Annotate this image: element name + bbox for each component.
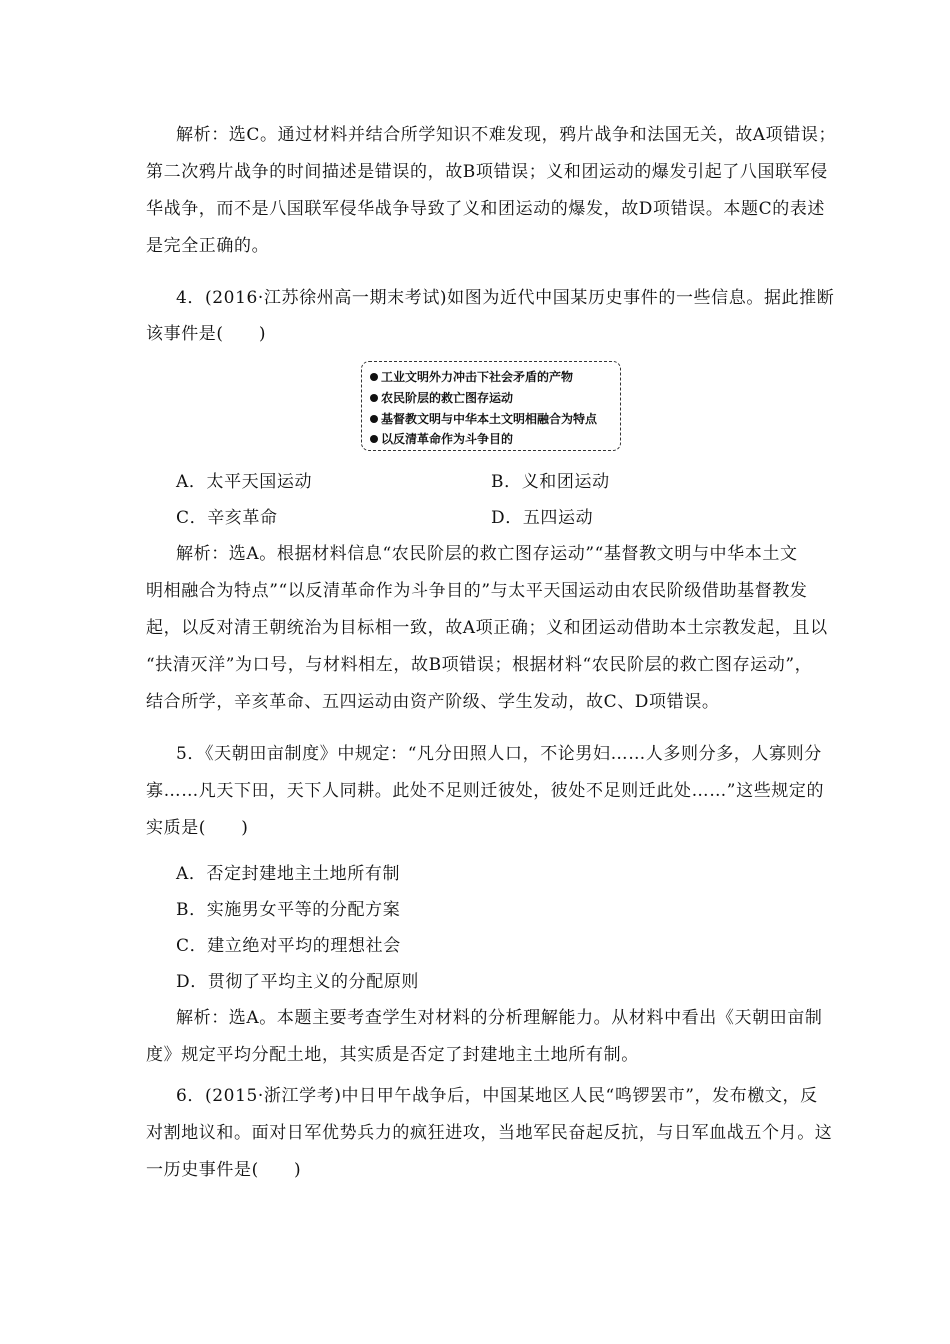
q4-stem-line: 4．(2016·江苏徐州高一期末考试)如图为近代中国某历史事件的一些信息。据此推断 (176, 288, 835, 308)
q5-stem-line: 5．《天朝田亩制度》中规定：“凡分田照人口，不论男妇……人多则分多，人寡则分 (176, 744, 822, 764)
info-box-item: 农民阶层的救亡图存运动 (370, 390, 513, 406)
bullet-icon (370, 394, 378, 402)
q3-analysis-line: 第二次鸦片战争的时间描述是错误的，故B项错误；义和团运动的爆发引起了八国联军侵 (146, 162, 828, 182)
q4-option-a: A．太平天国运动 (176, 472, 313, 492)
q4-analysis-line: 解析：选A。根据材料信息“农民阶层的救亡图存运动”“基督教文明与中华本土文 (176, 544, 798, 564)
q4-analysis-line: 起，以反对清王朝统治为目标相一致，故A项正确；义和团运动借助本土宗教发起，且以 (146, 618, 828, 638)
bullet-icon (370, 415, 378, 423)
info-box-item: 工业文明外力冲击下社会矛盾的产物 (370, 369, 573, 385)
q5-analysis-line: 度》规定平均分配土地，其实质是否定了封建地主土地所有制。 (146, 1045, 639, 1065)
q4-option-b: B．义和团运动 (491, 472, 610, 492)
q4-option-c: C．辛亥革命 (176, 508, 278, 528)
q5-option-d: D．贯彻了平均主义的分配原则 (176, 972, 420, 992)
q4-analysis-line: “扶清灭洋”为口号，与材料相左，故B项错误；根据材料“农民阶层的救亡图存运动”， (146, 655, 813, 675)
q5-option-c: C．建立绝对平均的理想社会 (176, 936, 401, 956)
q6-stem-line: 6．(2015·浙江学考)中日甲午战争后，中国某地区人民“鸣锣罢市”，发布檄文，反 (176, 1086, 818, 1106)
q5-analysis-line: 解析：选A。本题主要考查学生对材料的分析理解能力。从材料中看出《天朝田亩制 (176, 1008, 823, 1028)
info-box-item: 基督教文明与中华本土文明相融合为特点 (370, 411, 597, 427)
q5-option-b: B．实施男女平等的分配方案 (176, 900, 401, 920)
q6-stem-line: 一历史事件是( ) (146, 1160, 302, 1180)
q6-stem-line: 对割地议和。面对日军优势兵力的疯狂进攻，当地军民奋起反抗，与日军血战五个月。这 (146, 1123, 833, 1143)
q5-stem-line: 寡……凡天下田，天下人同耕。此处不足则迁彼处，彼处不足则迁此处……”这些规定的 (146, 781, 825, 801)
q4-info-box (361, 361, 621, 451)
bullet-icon (370, 373, 378, 381)
q4-stem-line: 该事件是( ) (146, 324, 267, 344)
q4-analysis-line: 结合所学，辛亥革命、五四运动由资产阶级、学生发动，故C、D项错误。 (146, 692, 720, 712)
q5-stem-line: 实质是( ) (146, 818, 249, 838)
q3-analysis-line: 解析：选C。通过材料并结合所学知识不难发现，鸦片战争和法国无关，故A项错误； (176, 125, 837, 145)
q3-analysis-line: 是完全正确的。 (146, 236, 270, 256)
q4-analysis-line: 明相融合为特点”“以反清革命作为斗争目的”与太平天国运动由农民阶级借助基督教发 (146, 581, 808, 601)
q5-option-a: A．否定封建地主土地所有制 (176, 864, 401, 884)
q3-analysis-line: 华战争，而不是八国联军侵华战争导致了义和团运动的爆发，故D项错误。本题C的表述 (146, 199, 826, 219)
q4-option-d: D．五四运动 (491, 508, 594, 528)
info-box-item: 以反清革命作为斗争目的 (370, 431, 513, 447)
bullet-icon (370, 435, 378, 443)
